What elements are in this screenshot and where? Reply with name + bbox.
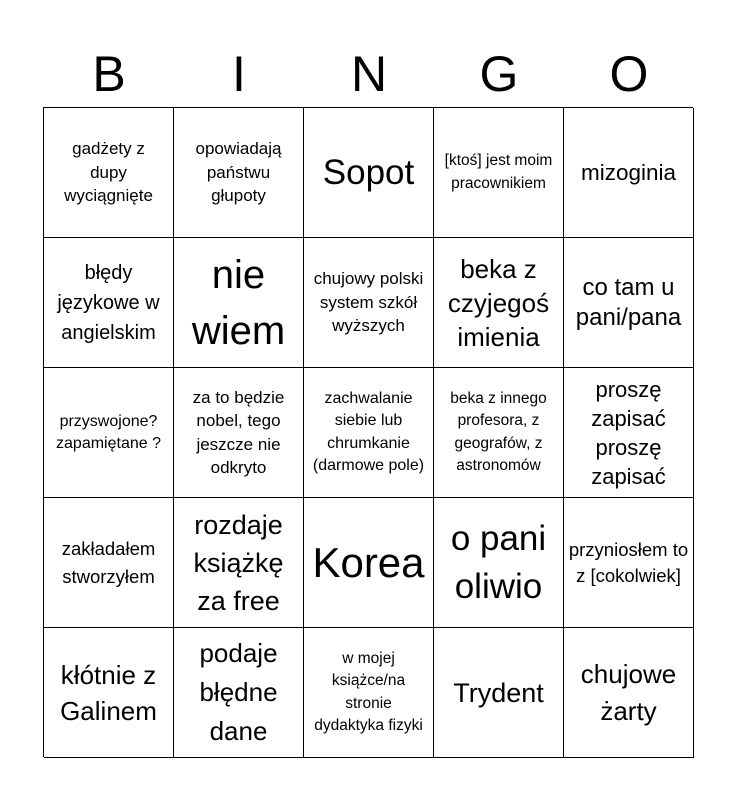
bingo-cell[interactable] [564,368,694,498]
cell-text: podaje błędne dane [199,638,278,746]
bingo-cell[interactable] [44,238,174,368]
bingo-cell[interactable] [564,498,694,628]
cell-text: beka z innego profesora, z geografów, z astronomów [450,389,547,474]
cell-text: Sopot [322,152,415,192]
cell-text: przyswojone? zapamiętane ? [56,412,161,452]
cell-text: co tam u pani/pana [575,274,682,331]
bingo-cell[interactable] [174,368,304,498]
bingo-cell[interactable] [304,498,434,628]
cell-text: [ktoś] jest moim pracownikiem [444,152,553,192]
cell-text: nie wiem [191,252,286,353]
cell-text: zakładałem stworzyłem [61,537,156,587]
bingo-cell[interactable] [174,108,304,238]
cell-text: za to będzie nobel, tego jeszcze nie odkryto [192,387,285,477]
bingo-cell[interactable] [174,628,304,758]
cell-text: błędy językowe w angielskim [57,261,160,344]
bingo-cell[interactable] [304,368,434,498]
header-letter-n: N [350,46,388,102]
cell-text: chujowy polski system szkół wyższych [313,269,424,336]
cell-text: kłótnie z Galinem [60,659,157,726]
bingo-cell[interactable] [564,238,694,368]
cell-text: przyniosłem to z [cokolwiek] [568,539,689,586]
bingo-cell[interactable] [434,498,564,628]
bingo-header [44,42,694,106]
bingo-cell[interactable] [434,628,564,758]
header-letter-b: B [92,46,126,102]
bingo-cell[interactable] [434,108,564,238]
bingo-cell[interactable] [304,628,434,758]
cell-text: chujowe żarty [580,658,677,726]
header-letter-i: I [232,46,246,102]
cell-text: zachwalanie siebie lub chrumkanie (darmowe pole) [312,389,425,474]
bingo-cell[interactable] [174,498,304,628]
bingo-board [43,107,693,757]
bingo-cell[interactable] [44,498,174,628]
cell-text: w mojej książce/na stronie dydaktyka fizyki [314,649,423,734]
bingo-cell[interactable] [44,628,174,758]
cell-text: proszę zapisać proszę zapisać [591,376,666,489]
bingo-cell[interactable] [434,238,564,368]
cell-text: gadżety z dupy wyciągnięte [64,139,153,206]
cell-text: beka z czyjegoś imienia [447,253,550,352]
header-letter-o: O [609,46,649,102]
header-letter-g: G [479,46,519,102]
cell-text: Trydent [453,677,544,708]
cell-text: Korea [312,538,425,586]
bingo-cell[interactable] [564,628,694,758]
bingo-cell[interactable] [434,368,564,498]
bingo-cell[interactable] [564,108,694,238]
bingo-cell[interactable] [44,108,174,238]
cell-text: opowiadają państwu głupoty [195,139,282,206]
bingo-cell[interactable] [304,238,434,368]
bingo-cell[interactable] [174,238,304,368]
bingo-cell[interactable] [44,368,174,498]
cell-text: o pani oliwio [450,518,547,606]
cell-text: rozdaje książkę za free [193,509,284,616]
cell-text: mizoginia [580,160,677,185]
bingo-cell[interactable] [304,108,434,238]
